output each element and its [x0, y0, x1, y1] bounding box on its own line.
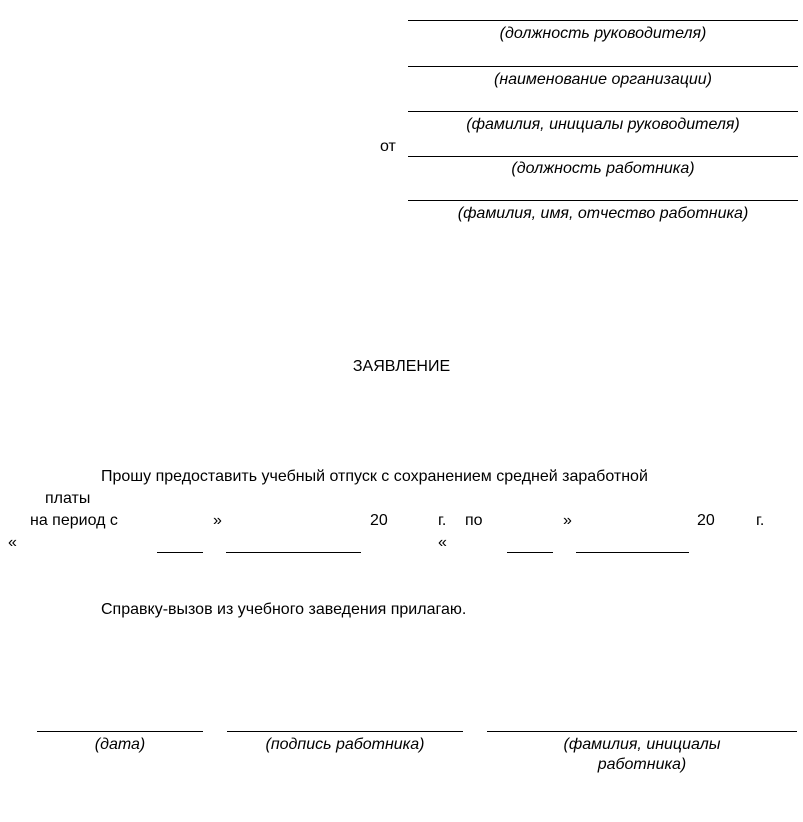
- signature-caption: (подпись работника): [265, 736, 425, 753]
- document-title: ЗАЯВЛЕНИЕ: [352, 358, 451, 375]
- start-year-prefix: 20: [370, 512, 388, 529]
- date-line: [37, 731, 203, 732]
- employee-position-line: [408, 156, 798, 157]
- to-label: по: [465, 512, 483, 529]
- employee-initials-line: [487, 731, 797, 732]
- period-label: на период с: [30, 512, 118, 529]
- organization-name-caption: (наименование организации): [494, 71, 712, 88]
- organization-name-line: [408, 66, 798, 67]
- manager-position-line: [408, 20, 798, 21]
- employee-initials-caption-2: работника): [597, 756, 687, 773]
- manager-name-caption: (фамилия, инициалы руководителя): [466, 116, 740, 133]
- end-year-suffix: г.: [756, 512, 765, 529]
- employee-initials-caption-1: (фамилия, инициалы: [563, 736, 721, 753]
- attachment-text: Справку-вызов из учебного заведения прилагаю.: [101, 601, 467, 618]
- start-month-line: [226, 552, 361, 553]
- signature-line: [227, 731, 463, 732]
- start-close-quote: »: [213, 512, 222, 529]
- employee-position-caption: (должность работника): [511, 160, 695, 177]
- employee-name-caption: (фамилия, имя, отчество работника): [457, 205, 749, 222]
- date-caption: (дата): [94, 736, 146, 753]
- start-day-line: [157, 552, 203, 553]
- end-month-line: [576, 552, 689, 553]
- manager-position-caption: (должность руководителя): [499, 25, 707, 42]
- request-line-1: Прошу предоставить учебный отпуск с сохранением средней заработной: [101, 468, 648, 485]
- manager-name-line: [408, 111, 798, 112]
- end-year-prefix: 20: [697, 512, 715, 529]
- employee-name-line: [408, 200, 798, 201]
- start-year-suffix: г.: [438, 512, 447, 529]
- request-line-2: платы: [45, 490, 91, 507]
- end-day-line: [507, 552, 553, 553]
- end-open-quote: «: [438, 534, 447, 551]
- start-open-quote: «: [8, 534, 17, 551]
- end-close-quote: »: [563, 512, 572, 529]
- from-label: от: [380, 138, 396, 155]
